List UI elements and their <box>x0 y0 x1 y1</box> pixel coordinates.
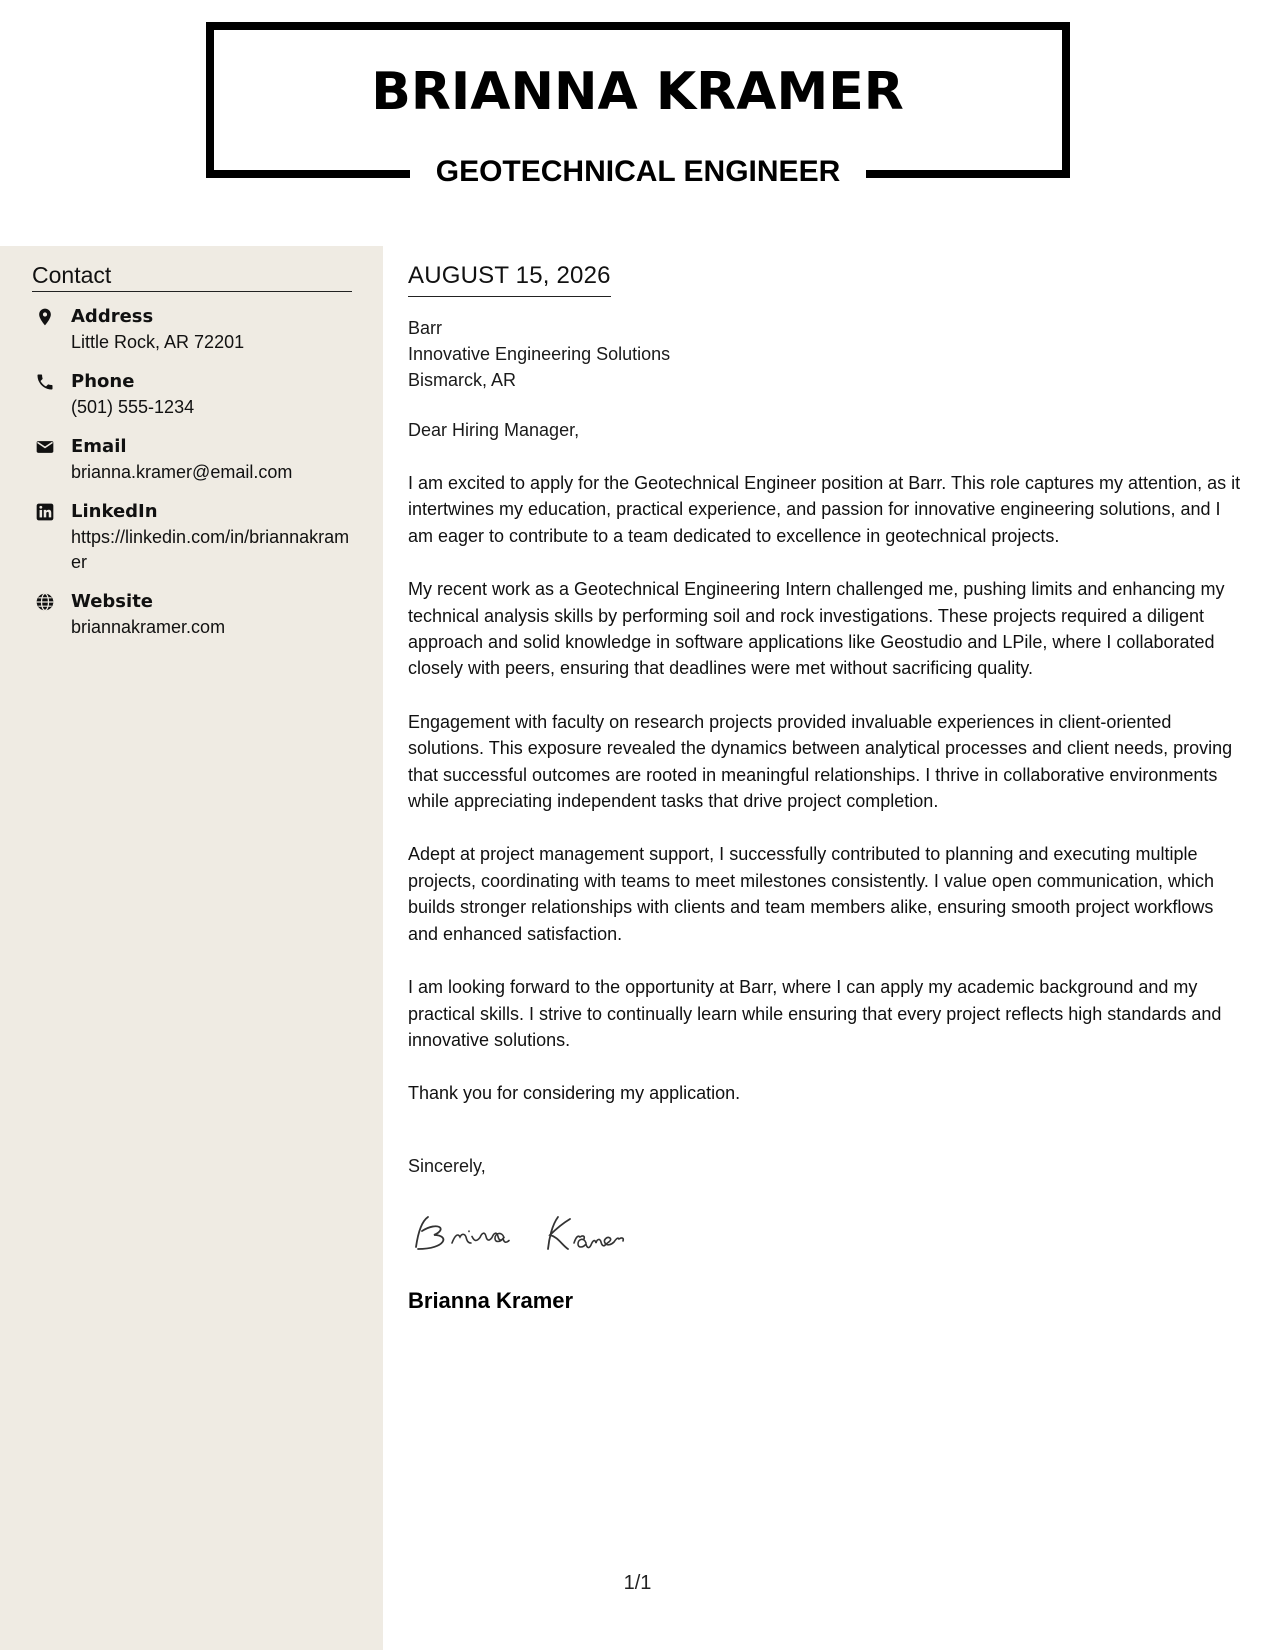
contact-item-linkedin <box>32 499 362 575</box>
recipient-location: Bismarck, AR <box>408 370 517 390</box>
paragraph: I am excited to apply for the Geotechnical Engineer position at Barr. This role captures my attention, as it intertwines my education, practical experience, and passion for innovative engineering solutions, and I am eager to contribute to a team dedicated to excellence in geotechnical projects. <box>408 473 1241 546</box>
recipient-block <box>408 315 1248 393</box>
page-number: 1/1 <box>623 1572 652 1594</box>
paragraph: Thank you for considering my application. <box>408 1083 741 1104</box>
contact-item-email <box>32 434 362 485</box>
recipient-company: Barr <box>408 318 443 338</box>
location-pin-icon <box>35 307 55 327</box>
contact-sidebar <box>0 246 383 1650</box>
linkedin-icon <box>35 502 55 522</box>
applicant-name: BRIANNA KRAMER <box>371 62 904 122</box>
contact-label: Email <box>71 436 127 457</box>
paragraph: I am looking forward to the opportunity at Barr, where I can apply my academic background and my practical skills. I strive to continually learn while ensuring that every project reflects high standards and innovative solutions. <box>408 977 1222 1050</box>
contact-heading: Contact <box>32 262 352 292</box>
contact-label: Address <box>71 306 154 327</box>
email-icon <box>35 437 55 457</box>
globe-icon <box>35 592 55 612</box>
letter-date: AUGUST 15, 2026 <box>408 262 611 297</box>
handwritten-signature <box>408 1203 678 1263</box>
paragraph: My recent work as a Geotechnical Engineering Intern challenged me, pushing limits and enhancing my technical analysis skills by performing soil and rock investigations. These projects required a diligent approach and solid knowledge in software applications like Geostudio and LPile, where I collaborated closely with peers, ensuring that deadlines were met without sacrificing quality. <box>408 579 1225 679</box>
contact-label: Website <box>71 591 154 612</box>
contact-value: Little Rock, AR 72201 <box>71 332 245 352</box>
contact-value: (501) 555-1234 <box>71 397 195 417</box>
contact-item-phone <box>32 369 362 420</box>
contact-item-website <box>32 589 362 640</box>
contact-value[interactable]: briannakramer.com <box>71 617 226 637</box>
signer-name: Brianna Kramer <box>408 1287 574 1313</box>
contact-value[interactable]: https://linkedin.com/in/briannakramer <box>71 527 350 572</box>
letter-body <box>408 262 1248 1314</box>
closing: Sincerely, <box>408 1155 486 1176</box>
contact-value: brianna.kramer@email.com <box>71 462 293 482</box>
paragraph: Adept at project management support, I successfully contributed to planning and executing multiple projects, coordinating with teams to meet milestones consistently. I value open communication, which builds stronger relationships with clients and team members alike, ensuring smooth project workflows and enhanced satisfaction. <box>408 844 1215 944</box>
contact-label: LinkedIn <box>71 501 158 522</box>
paragraph: Engagement with faculty on research projects provided invaluable experiences in client-oriented solutions. This exposure revealed the dynamics between analytical processes and client needs, proving that successful outcomes are rooted in meaningful relationships. I thrive in collaborative environments while appreciating independent tasks that drive project completion. <box>408 711 1233 812</box>
contact-list <box>32 304 362 654</box>
job-title: GEOTECHNICAL ENGINEER <box>435 155 841 188</box>
header-title-container <box>410 150 866 194</box>
contact-label: Phone <box>71 371 135 392</box>
recipient-department: Innovative Engineering Solutions <box>408 344 671 364</box>
phone-icon <box>35 372 55 392</box>
salutation: Dear Hiring Manager, <box>408 420 580 440</box>
contact-item-address <box>32 304 362 355</box>
